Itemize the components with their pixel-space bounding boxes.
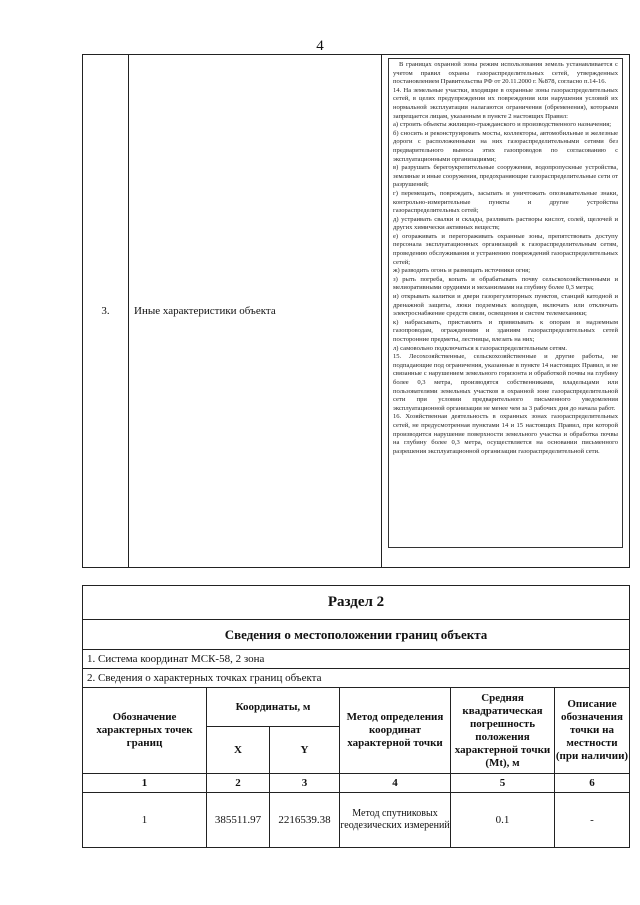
boundary-table: [82, 585, 630, 848]
row-content: [382, 55, 629, 567]
legal-paragraph: б) сносить и реконструировать мосты, коллекторы, автомобильные и железные дороги с расположенными на них газораспределительными сетями без предварительного выноса этих газопроводов по согласованию с эксплуатационными организациями;: [393, 129, 618, 163]
header-designation: Обозначение характерных точек границ: [83, 688, 207, 773]
legal-paragraph: е) огораживать и перегораживать охранные зоны, препятствовать доступу персонала эксплуатационных организаций к газораспределительным сетям, проведению обслуживания и устранению повреждений газораспределительных сетей;: [393, 232, 618, 266]
col-number: 4: [340, 774, 451, 792]
legal-text-box: [388, 58, 623, 548]
coord-system: 1. Система координат МСК-58, 2 зона: [83, 650, 629, 669]
cell-point: 1: [83, 793, 207, 847]
col-number: 6: [589, 777, 595, 789]
col-number: 3: [270, 774, 340, 792]
legal-paragraph: 15. Лесохозяйственные, сельскохозяйственные и другие работы, не подпадающие под ограничения, указанные в пункте 14 настоящих Правил, и не связанные с нарушением земельного горизонта и обработкой почвы на глубину более 0,3 метра, производятся собственниками, владельцами или пользователями земельных участков в охранной зоне газораспределительной сети при условии предварительного письменного уведомления эксплуатационной организации не менее чем за 3 рабочих дня до начала работ.: [393, 353, 618, 412]
legal-paragraph: ж) разводить огонь и размещать источники огня;: [393, 267, 531, 275]
section-subtitle: Сведения о местоположении границ объекта: [83, 620, 629, 650]
cell-description: -: [590, 814, 594, 826]
legal-paragraph: з) рыть погреба, копать и обрабатывать почву сельскохозяйственными и мелиоративными орудиями и механизмами на глубину более 0,3 метра;: [393, 275, 618, 292]
section-title: Раздел 2: [83, 586, 629, 620]
col-number: 1: [83, 774, 207, 792]
characteristics-table: [82, 54, 630, 568]
cell-x: 385511.97: [207, 793, 270, 847]
column-numbers-row: [83, 774, 629, 793]
row-number: 3.: [83, 55, 129, 567]
legal-paragraph: а) строить объекты жилищно-гражданского и производственного назначения;: [393, 121, 612, 129]
col-number: 5: [451, 774, 555, 792]
header-x: X: [207, 727, 270, 773]
header-description: Описание обозначения точки на местности (при наличии): [555, 698, 629, 762]
header-y: Y: [300, 744, 309, 756]
legal-paragraph: В границах охранной зоны режим использования земель устанавливается с учетом правил охраны газораспределительных сетей, утвержденных постановлением Правительства РФ от 20.11.2000 г. №878, согласно п.14-16.: [393, 61, 618, 86]
legal-paragraph: и) открывать калитки и двери газорегуляторных пунктов, станций катодной и дренажной защиты, люки подземных колодцев, включать или отключать электроснабжение средств связи, освещения и систем телемеханики;: [393, 293, 618, 318]
legal-paragraph: 14. На земельные участки, входящие в охранные зоны газораспределительных сетей, в целях предупреждения их повреждения или нарушения условий их нормальной эксплуатации налагаются ограничения (обременения), которыми запрещается лицам, указанным в пункте 2 настоящих Правил:: [393, 86, 618, 120]
legal-paragraph: г) перемещать, повреждать, засыпать и уничтожать опознавательные знаки, контрольно-измерительные пункты и другие устройства газораспределительных сетей;: [393, 189, 618, 215]
cell-y: 2216539.38: [270, 793, 340, 847]
row-label: Иные характеристики объекта: [129, 55, 382, 567]
col-number: 2: [207, 774, 270, 792]
legal-paragraph: 16. Хозяйственная деятельность в охранных зонах газораспределительных сетей, не предусмотренная пунктами 14 и 15 настоящих Правил, при которой производится нарушение поверхности земельного участка и обработка почвы на глубину более 0,3 метра, осуществляется на основании письменного разрешения эксплуатационной организации газораспределительной сети.: [393, 413, 618, 455]
cell-accuracy: 0.1: [451, 793, 555, 847]
page-number: 4: [316, 38, 324, 54]
points-title: 2. Сведения о характерных точках границ объекта: [83, 669, 629, 688]
header-coordinates: [207, 688, 340, 773]
header-accuracy: Средняя квадратическая погрешность положения характерной точки (Mt), м: [451, 688, 555, 773]
legal-paragraph: к) набрасывать, приставлять и привязывать к опорам и надземным газопроводам, ограждениям и зданиям газораспределительных сетей посторонние предметы, лестницы, влезать на них;: [393, 318, 618, 343]
legal-paragraph: в) разрушать берегоукрепительные сооружения, водопропускные устройства, земляные и иные сооружения, предохраняющие газораспределительные сети от разрушений;: [393, 164, 618, 189]
legal-paragraph: д) устраивать свалки и склады, разливать растворы кислот, солей, щелочей и других химически активных веществ;: [393, 215, 618, 232]
table-row: [83, 793, 629, 847]
table-header-row: [83, 688, 629, 774]
header-coordinates-label: Координаты, м: [207, 688, 339, 727]
legal-paragraph: л) самовольно подключаться к газораспределительным сетям.: [393, 344, 568, 352]
header-method: Метод определения координат характерной точки: [340, 688, 451, 773]
cell-method: Метод спутниковых геодезических измерений: [340, 793, 451, 847]
